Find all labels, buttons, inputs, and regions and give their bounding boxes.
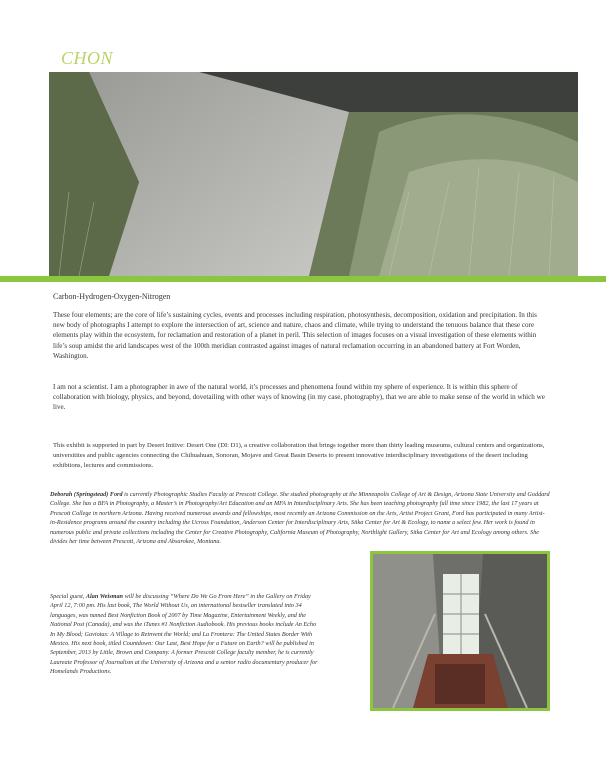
support-paragraph: This exhibit is supported in part by Desert Initive: Desert One (DI: D1), a creative collaboration that brings together more than thirty leading museums, cultural centers and organizations, universitites and public agencies connecting the Chihuahuan, Sonoran, Mojave and Great Basin Deserts to present innovative interdisciplinary investigations of the desert including exhibtions, lectures and commissions. bbox=[53, 442, 545, 469]
statement-paragraph: I am not a scientist. I am a photographer in awe of the natural world, it’s processes and phenomena found within my sphere of experience. It is within this sphere of collaboration with biology, physics, and beyond, dovetailing with other ways of knowing (in my case, photography), that we are able to make sense of the world in which we live. bbox=[53, 383, 545, 412]
hero-image bbox=[49, 72, 578, 276]
guest-prefix: Special guest, bbox=[50, 593, 86, 600]
section-subtitle: Carbon-Hydrogen-Oxygen-Nitrogen bbox=[53, 292, 171, 301]
artist-name: Deborah (Springstead) Ford bbox=[50, 491, 123, 498]
artist-bio-text: is currently Photographic Studies Faculty at Prescott College. She studied photography at the Minneapolis College of Art & Design, Arizona State University and Goddard College. She has a BFA in Photography, a Master’s in Photography/Art Education and an MFA in Interdisciplinary Arts. She has been teaching photography full time since 1982, the last 17 years at Prescott College in northern Arizona. Having received numerous awards and fellowships, most recently an Arizona Commission on the Arts, Artist Project Grant, Ford has participated in many Artist-in-Residence programs around the country including the Ucross Foundation, Anderson Center for Interdisciplinary Arts, Sitka Center for Art & Ecology, to name a select few. Her work is found in numerous public and private collections including the Center for Creative Photography, California Museum of Photography, Northlight Gallery, Sitka Center for Art and Ecology among others. She divides her time between Prescott, Arizona and Absarokee, Montana. bbox=[50, 491, 550, 546]
doorway-image bbox=[373, 554, 547, 708]
intro-paragraph: These four elements; are the core of life’s sustaining cycles, events and processes including respiration, photosynthesis, decomposition, oxidation and precipitation. In this new body of photographs I attempt to explore the intersection of art, science and nature, chaos and climate, while trying to understand the tenuous balance that these core elements play within the ecosystem, for reclamation and restoration of a planet in peril. This selection of images focuses on a visual investigation of these elements within life’s soup amidst the arid landscapes west of the 100th meridian contrasted against images of natural reclamation occurring in an abandoned battery at Fort Worden, Washington. bbox=[53, 311, 537, 360]
doorway-photo bbox=[370, 551, 550, 711]
guest-bio bbox=[50, 592, 320, 677]
accent-divider bbox=[0, 276, 606, 282]
hero-photo bbox=[49, 72, 578, 276]
page-title: CHON bbox=[61, 48, 114, 68]
guest-bio-text: will be discussing “Where Do We Go From Here” in the Gallery on Friday April 12, 7:00 pm. His last book, The World Without Us, an international bestseller translated into 34 languages, was named Best Nonfiction Book of 2007 by Time Magazine, Entertainment Weekly, and the National Post (Canada), and was the iTunes #1 Nonfiction Audiobook. His previous books include An Echo In My Blood; Gaviotas: A Village to Reinvent the World; and La Frontera: The United States Border With Mexico. His next book, titled Countdown: Our Last, Best Hope for a Future on Earth? will be published in September, 2013 by Little, Brown and Company. A former Prescott College faculty member, he is currently Laureate Professor of Journalism at the University of Arizona and a senior radio documentary producer for Homelands Productions. bbox=[50, 593, 318, 676]
guest-name: Alan Weisman bbox=[85, 593, 124, 600]
artist-bio bbox=[50, 490, 550, 546]
